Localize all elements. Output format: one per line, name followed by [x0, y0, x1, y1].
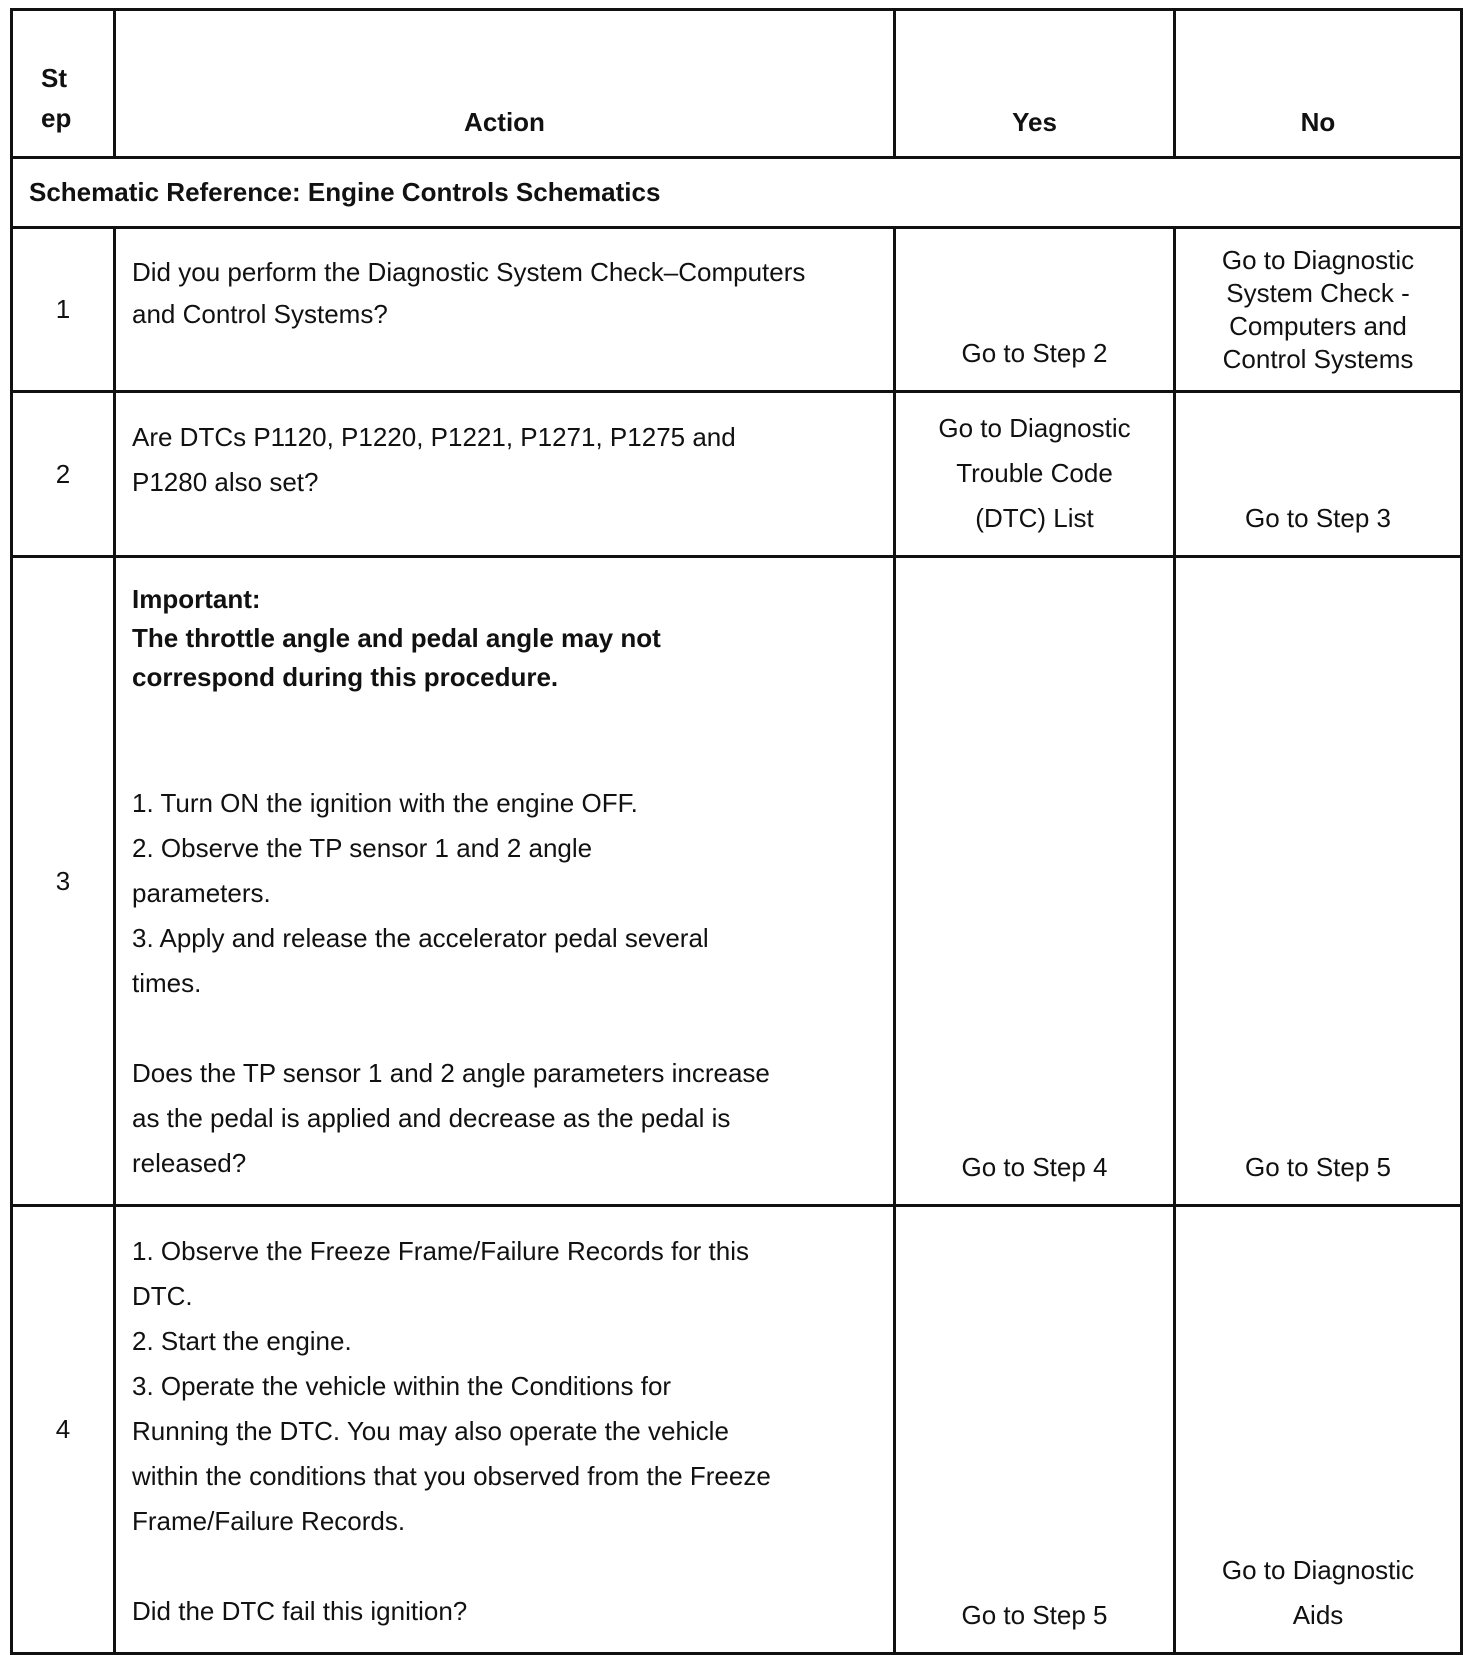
action-line: Are DTCs P1120, P1220, P1221, P1271, P1275 and [132, 422, 736, 452]
action-line: P1280 also set? [132, 467, 319, 497]
action-line: and Control Systems? [132, 299, 388, 329]
table-row [12, 557, 1462, 1206]
schematic-reference-row [12, 158, 1462, 228]
no-line: Control Systems [1222, 344, 1414, 374]
action-line: DTC. [132, 1281, 193, 1311]
step-number: 3 [12, 557, 115, 1206]
action-column-header: Action [115, 10, 895, 158]
no-line: Go to Diagnostic [1221, 1555, 1415, 1585]
yes-cell: Go to Step 2 [895, 228, 1175, 392]
no-line: Go to Diagnostic [1221, 245, 1415, 275]
table-row [12, 392, 1462, 557]
yes-line: (DTC) List [975, 503, 1094, 533]
table-row [12, 1206, 1462, 1654]
diagnostic-table [10, 8, 1463, 1655]
action-line: Running the DTC. You may also operate the vehicle [132, 1416, 729, 1446]
action-line: Frame/Failure Records. [132, 1506, 406, 1536]
action-cell [115, 228, 895, 392]
no-line: Aids [1292, 1600, 1344, 1630]
no-cell [1175, 228, 1462, 392]
step-header-line: St [41, 63, 67, 93]
question-line: as the pedal is applied and decrease as the pedal is [132, 1103, 731, 1133]
no-cell: Go to Step 5 [1175, 557, 1462, 1206]
action-line: within the conditions that you observed from the Freeze [132, 1461, 771, 1491]
yes-cell: Go to Step 4 [895, 557, 1175, 1206]
action-line: 1. Turn ON the ignition with the engine OFF. [132, 788, 638, 818]
important-label: Important: [132, 584, 261, 614]
yes-line: Trouble Code [956, 458, 1113, 488]
table-row [12, 228, 1462, 392]
schematic-reference: Schematic Reference: Engine Controls Schematics [12, 158, 1462, 228]
step-header-line: ep [41, 103, 72, 133]
step-number: 1 [12, 228, 115, 392]
action-line: 3. Operate the vehicle within the Conditions for [132, 1371, 672, 1401]
step-number: 4 [12, 1206, 115, 1654]
action-cell [115, 1206, 895, 1654]
yes-cell [895, 392, 1175, 557]
step-number: 2 [12, 392, 115, 557]
action-cell [115, 557, 895, 1206]
action-cell [115, 392, 895, 557]
action-line: Did you perform the Diagnostic System Check–Computers [132, 257, 806, 287]
action-line: 1. Observe the Freeze Frame/Failure Records for this [132, 1236, 750, 1266]
no-cell [1175, 1206, 1462, 1654]
yes-cell: Go to Step 5 [895, 1206, 1175, 1654]
question-line: Does the TP sensor 1 and 2 angle parameters increase [132, 1058, 770, 1088]
question-line: Did the DTC fail this ignition? [132, 1596, 468, 1626]
yes-line: Go to Diagnostic [938, 413, 1131, 443]
no-cell: Go to Step 3 [1175, 392, 1462, 557]
no-line: Computers and [1229, 311, 1407, 341]
step-column-header [12, 10, 115, 158]
no-column-header: No [1175, 10, 1462, 158]
yes-column-header: Yes [895, 10, 1175, 158]
action-line: 2. Observe the TP sensor 1 and 2 angle [132, 833, 593, 863]
question-line: released? [132, 1148, 247, 1178]
action-line: parameters. [132, 878, 271, 908]
important-note: correspond during this procedure. [132, 662, 559, 692]
header-row [12, 10, 1462, 158]
action-line: 2. Start the engine. [132, 1326, 352, 1356]
important-note: The throttle angle and pedal angle may not [132, 623, 661, 653]
no-line: System Check - [1226, 278, 1410, 308]
action-line: times. [132, 968, 202, 998]
action-line: 3. Apply and release the accelerator pedal several [132, 923, 709, 953]
